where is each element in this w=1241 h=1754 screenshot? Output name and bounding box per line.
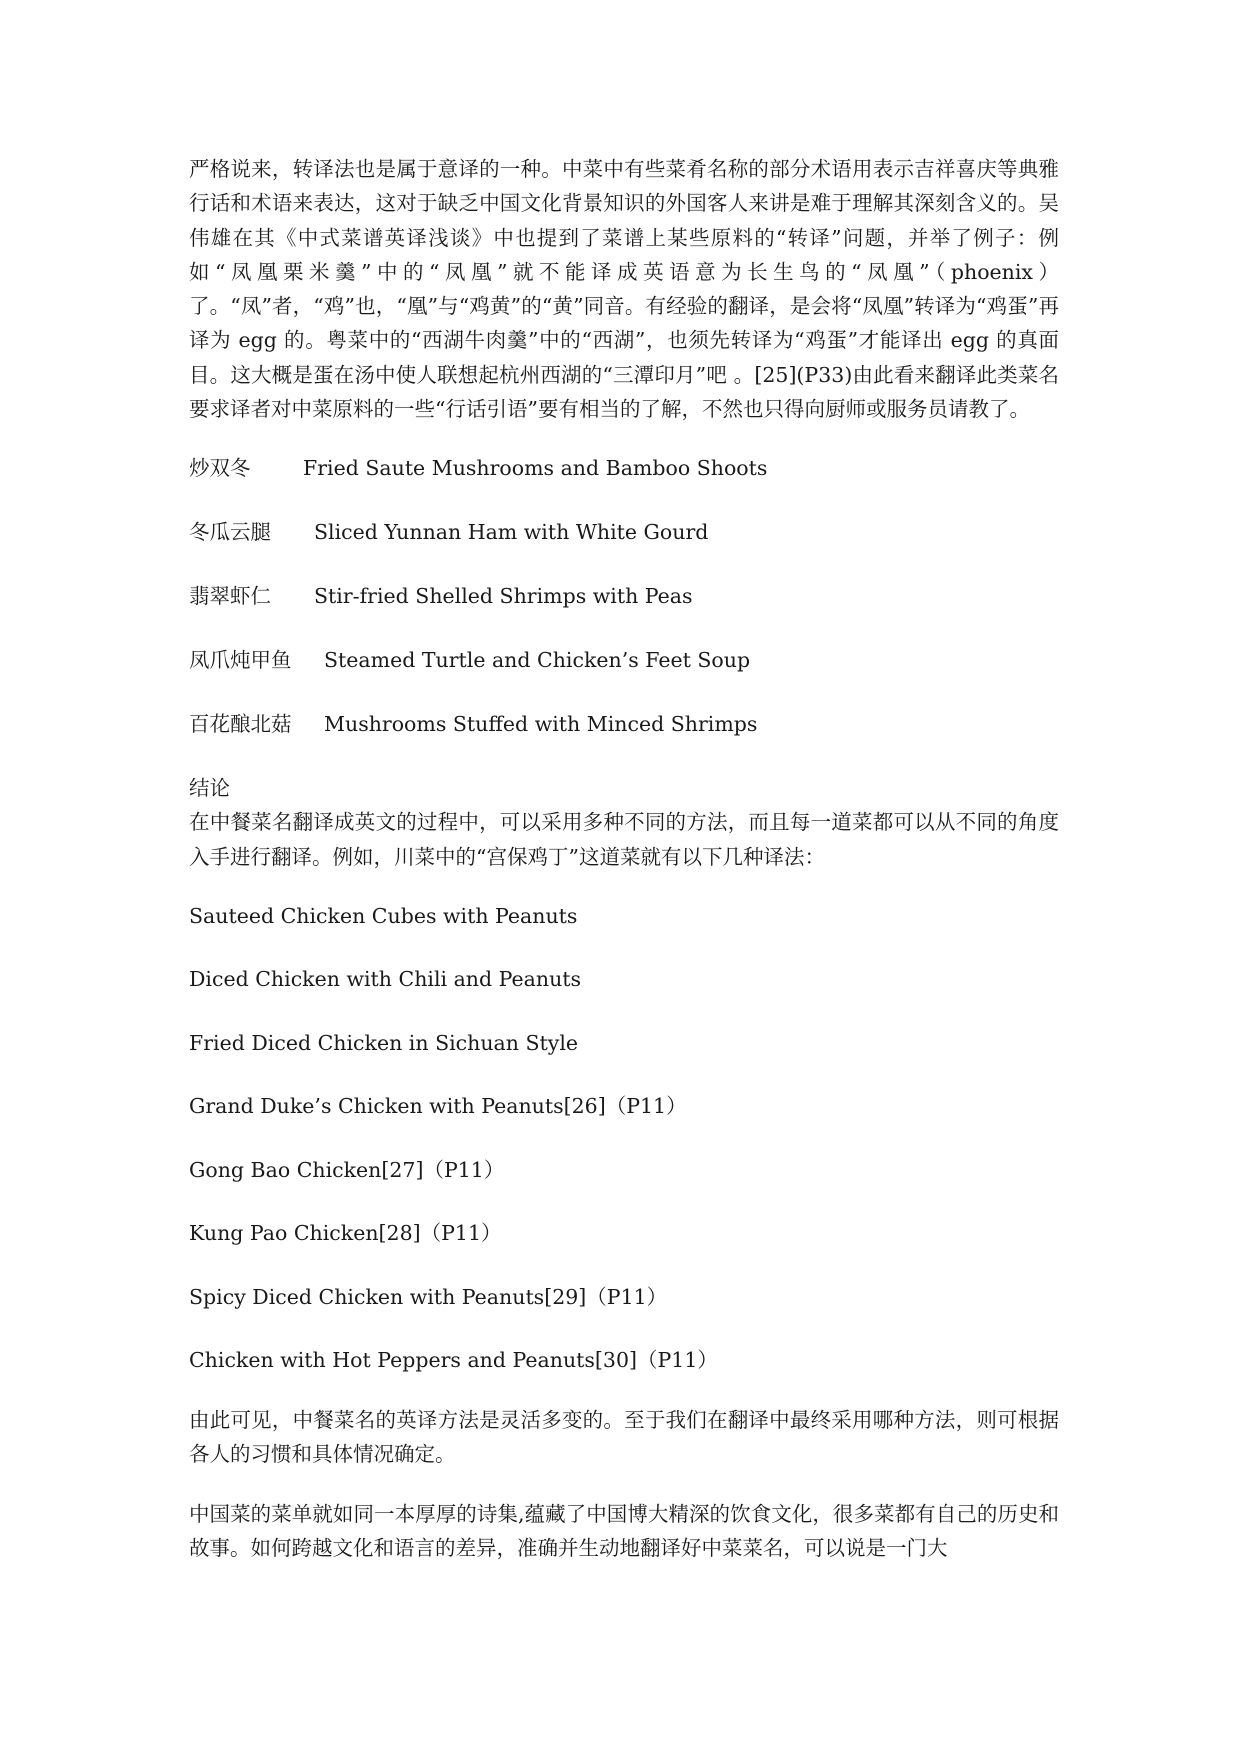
dish-english-name: Stir-fried Shelled Shrimps with Peas bbox=[314, 584, 693, 609]
dish-english-name: Sliced Yunnan Ham with White Gourd bbox=[314, 520, 709, 545]
translation-item: Kung Pao Chicken[28]（P11） bbox=[189, 1221, 502, 1246]
dish-english-name: Steamed Turtle and Chicken’s Feet Soup bbox=[324, 648, 751, 673]
dish-chinese-name: 百花酿北菇 bbox=[189, 712, 292, 737]
dish-english-name: Fried Saute Mushrooms and Bamboo Shoots bbox=[303, 456, 768, 481]
dish-english-name: Mushrooms Stuffed with Minced Shrimps bbox=[324, 712, 758, 737]
translation-item: Sauteed Chicken Cubes with Peanuts bbox=[189, 903, 578, 928]
dish-chinese-name: 炒双冬 bbox=[189, 456, 251, 481]
translation-item: Fried Diced Chicken in Sichuan Style bbox=[189, 1030, 579, 1055]
dish-item bbox=[189, 579, 1059, 613]
intro-paragraph: 严格说来，转译法也是属于意译的一种。中菜中有些菜肴名称的部分术语用表示吉祥喜庆等典雅行话和术语来表达，这对于缺乏中国文化背景知识的外国客人来讲是难于理解其深刻含义的。吴伟雄在其《中式菜谱英译浅谈》中也提到了菜谱上某些原料的“转译”问题，并举了例子：例如“凤凰栗米羹”中的“凤凰”就不能译成英语意为长生鸟的“凤凰”（phoenix）了。“凤”者，“鸡”也，“凰”与“鸡黄”的“黄”同音。有经验的翻译，是会将“凤凰”转译为“鸡蛋”再译为 egg 的。粤菜中的“西湖牛肉羹”中的“西湖”，也须先转译为“鸡蛋”才能译出 egg 的真面目。这大概是蛋在汤中使人联想起杭州西湖的“三潭印月”吧 。[25](P33)由此看来翻译此类菜名要求译者对中菜原料的一些“行话引语”要有相当的了解，不然也只得向厨师或服务员请教了。 bbox=[189, 157, 1059, 422]
dish-item bbox=[189, 707, 1059, 741]
dish-chinese-name: 翡翠虾仁 bbox=[189, 584, 271, 609]
translation-item: Gong Bao Chicken[27]（P11） bbox=[189, 1157, 505, 1182]
summary-paragraph: 由此可见，中餐菜名的英译方法是灵活多变的。至于我们在翻译中最终采用哪种方法，则可根据各人的习惯和具体情况确定。 bbox=[189, 1407, 1059, 1467]
translation-item: Diced Chicken with Chili and Peanuts bbox=[189, 967, 582, 992]
conclusion-paragraph: 在中餐菜名翻译成英文的过程中，可以采用多种不同的方法，而且每一道菜都可以从不同的角度入手进行翻译。例如，川菜中的“宫保鸡丁”这道菜就有以下几种译法： bbox=[189, 810, 1059, 869]
conclusion-heading: 结论 bbox=[189, 776, 230, 801]
translation-item: Grand Duke’s Chicken with Peanuts[26]（P11） bbox=[189, 1094, 687, 1119]
dish-item bbox=[189, 643, 1059, 677]
dish-chinese-name: 冬瓜云腿 bbox=[189, 520, 271, 545]
document-page bbox=[189, 152, 1059, 1565]
closing-paragraph: 中国菜的菜单就如同一本厚厚的诗集,蕴藏了中国博大精深的饮食文化，很多菜都有自己的历史和故事。如何跨越文化和语言的差异，准确并生动地翻译好中菜菜名，可以说是一门大 bbox=[189, 1501, 1059, 1560]
dish-item bbox=[189, 451, 1059, 485]
dish-item bbox=[189, 515, 1059, 549]
dish-chinese-name: 凤爪炖甲鱼 bbox=[189, 648, 292, 673]
translation-item: Spicy Diced Chicken with Peanuts[29]（P11） bbox=[189, 1284, 668, 1309]
translation-item: Chicken with Hot Peppers and Peanuts[30]（P11） bbox=[189, 1348, 718, 1373]
